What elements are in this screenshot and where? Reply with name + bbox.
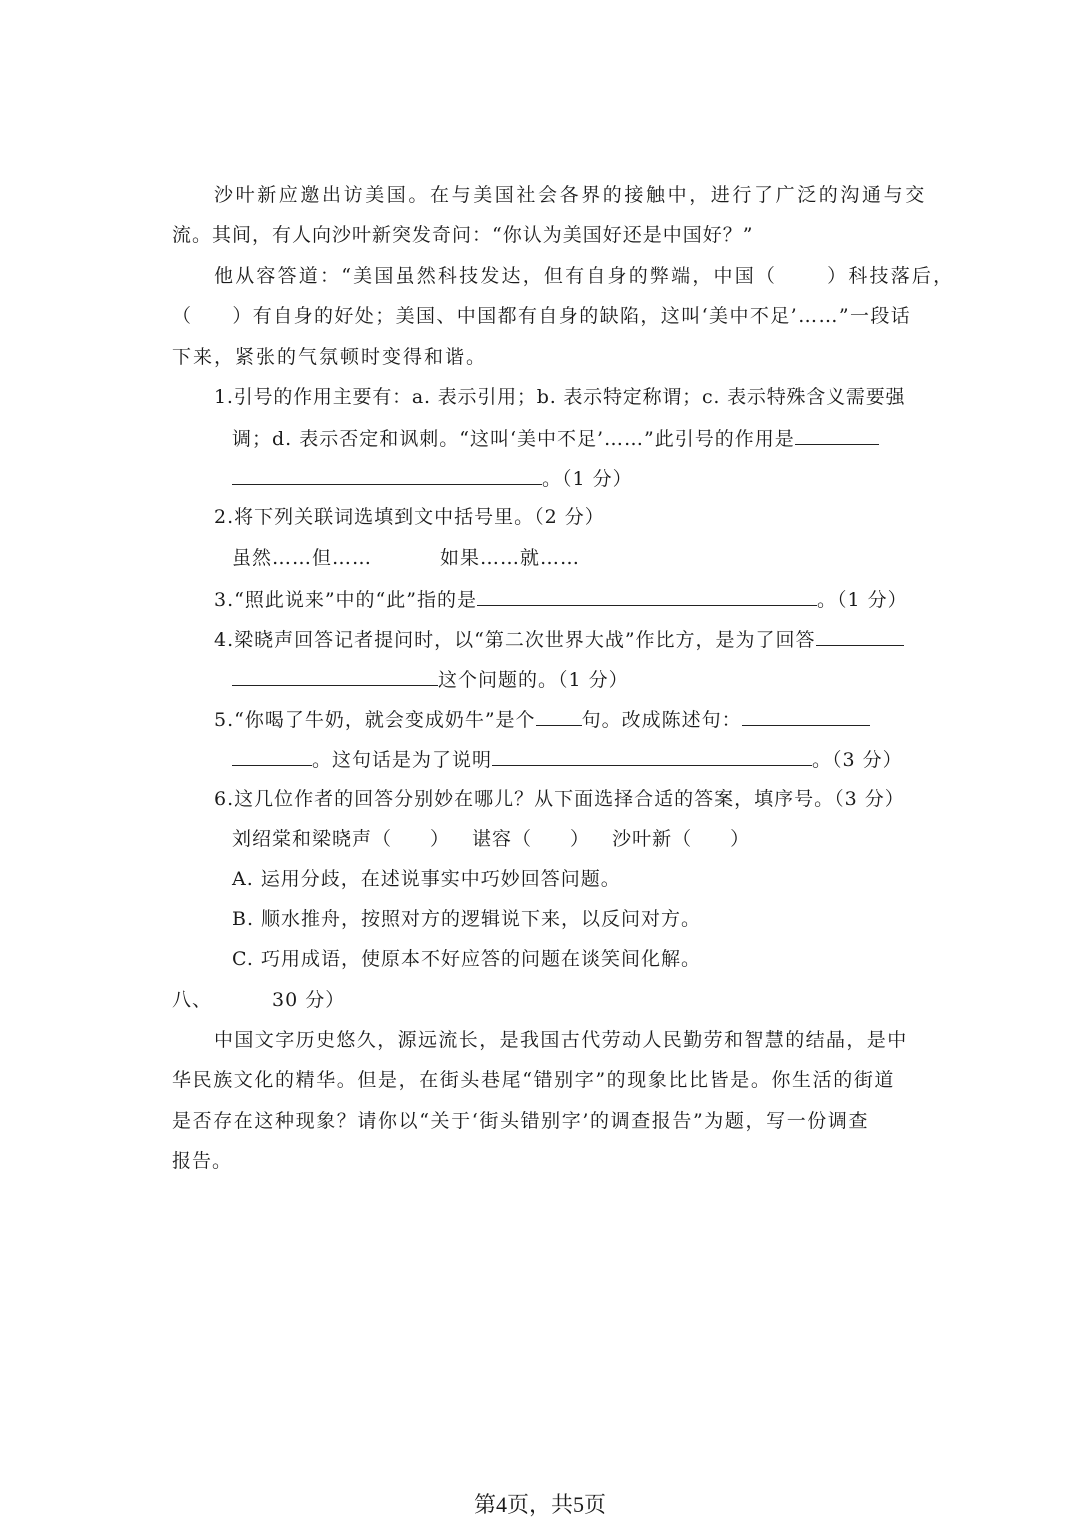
- q1-line2: [232, 424, 879, 452]
- q6-close-1: ）: [430, 828, 451, 850]
- q5-line2: [232, 745, 903, 773]
- q6-line2: [232, 826, 750, 852]
- q1-blank-2[interactable]: [232, 464, 542, 485]
- q5-text-c: 。这句话是为了说明: [312, 749, 493, 771]
- q5-blank-type[interactable]: [536, 705, 582, 726]
- section8-heading-score: 30 分）: [272, 989, 346, 1011]
- passage-p2-line1: [214, 263, 954, 289]
- passage-p2-line2: [172, 303, 911, 329]
- section8-line2: 华民族文化的精华。但是，在街头巷尾“错别字”的现象比比皆是。你生活的街道: [172, 1069, 896, 1091]
- passage-p2-line3: 下来，紧张的气氛顿时变得和谐。: [172, 346, 488, 368]
- q6-option-a: A. 运用分歧，在述说事实中巧妙回答问题。: [232, 868, 621, 890]
- q1-line2-text: 调；d. 表示否定和讽刺。“这叫‘美中不足’……”此引号的作用是: [232, 428, 795, 450]
- passage-p2-line2-b: ）有自身的好处；美国、中国都有自身的缺陷，这叫‘美中不足’……”一段话: [232, 305, 912, 327]
- q3-line: [214, 585, 908, 613]
- q5-blank-statement-1[interactable]: [742, 705, 870, 726]
- q5-text-b: 句。改成陈述句：: [581, 709, 742, 731]
- q3-blank[interactable]: [477, 585, 817, 606]
- q5-blank-purpose[interactable]: [492, 745, 812, 766]
- q4-line2: [232, 665, 629, 693]
- passage-p2-line2-a: （: [172, 305, 193, 327]
- q1-score: 。（1 分）: [542, 468, 633, 490]
- q1-line3: [232, 464, 633, 492]
- q2-line1: 2.将下列关联词选填到文中括号里。（2 分）: [214, 506, 605, 528]
- q6-label-chen: 谌容（: [472, 828, 533, 850]
- q5-score: 。（3 分）: [812, 749, 903, 771]
- q5-line1: [214, 705, 870, 733]
- q3-score: 。（1 分）: [816, 589, 908, 611]
- passage-p1-line2: 流。其间，有人向沙叶新突发奇问：“你认为美国好还是中国好？”: [172, 224, 754, 246]
- section8-line3: 是否存在这种现象？请你以“关于‘街头错别字’的调查报告”为题，写一份调查: [172, 1110, 870, 1132]
- q6-label-liu-liang: 刘绍棠和梁晓声（: [232, 828, 393, 850]
- q6-close-2: ）: [570, 828, 591, 850]
- q1-blank-1[interactable]: [795, 424, 879, 445]
- q3-text: 3.“照此说来”中的“此”指的是: [214, 589, 477, 611]
- page-number: 第4页，共5页: [473, 1492, 606, 1517]
- q6-close-3: ）: [730, 828, 751, 850]
- passage-p2-line1-a: 他从容答道：“美国虽然科技发达，但有自身的弊端，中国（: [214, 265, 778, 287]
- q1-line1: 1.引号的作用主要有：a. 表示引用；b. 表示特定称谓；c. 表示特殊含义需要强: [214, 386, 906, 408]
- q4-tail: 这个问题的。（1 分）: [438, 669, 629, 691]
- q6-option-b: B. 顺水推舟，按照对方的逻辑说下来，以反问对方。: [232, 908, 702, 930]
- q5-text-a: 5.“你喝了牛奶，就会变成奶牛”是个: [214, 709, 536, 731]
- q5-blank-statement-2[interactable]: [232, 745, 312, 766]
- q4-line1: [214, 625, 904, 653]
- q4-blank-2[interactable]: [232, 665, 438, 686]
- q2-option-1: 虽然……但……: [232, 547, 373, 569]
- section8-heading-num: 八、: [172, 989, 213, 1011]
- q4-blank-1[interactable]: [816, 625, 904, 646]
- q6-option-c: C. 巧用成语，使原本不好应答的问题在谈笑间化解。: [232, 948, 701, 970]
- passage-p2-line1-b: ）科技落后，: [827, 265, 955, 287]
- section8-line4: 报告。: [172, 1150, 233, 1172]
- passage-p1-line1: 沙叶新应邀出访美国。在与美国社会各界的接触中，进行了广泛的沟通与交: [214, 184, 927, 206]
- q2-option-2: 如果……就……: [440, 547, 581, 569]
- q4-text: 4.梁晓声回答记者提问时，以“第二次世界大战”作比方，是为了回答: [214, 629, 816, 651]
- q6-line1: 6.这几位作者的回答分别妙在哪儿？从下面选择合适的答案，填序号。（3 分）: [214, 788, 905, 810]
- q6-label-sha: 沙叶新（: [612, 828, 693, 850]
- section8-line1: 中国文字历史悠久，源远流长，是我国古代劳动人民勤劳和智慧的结晶，是中: [214, 1029, 908, 1051]
